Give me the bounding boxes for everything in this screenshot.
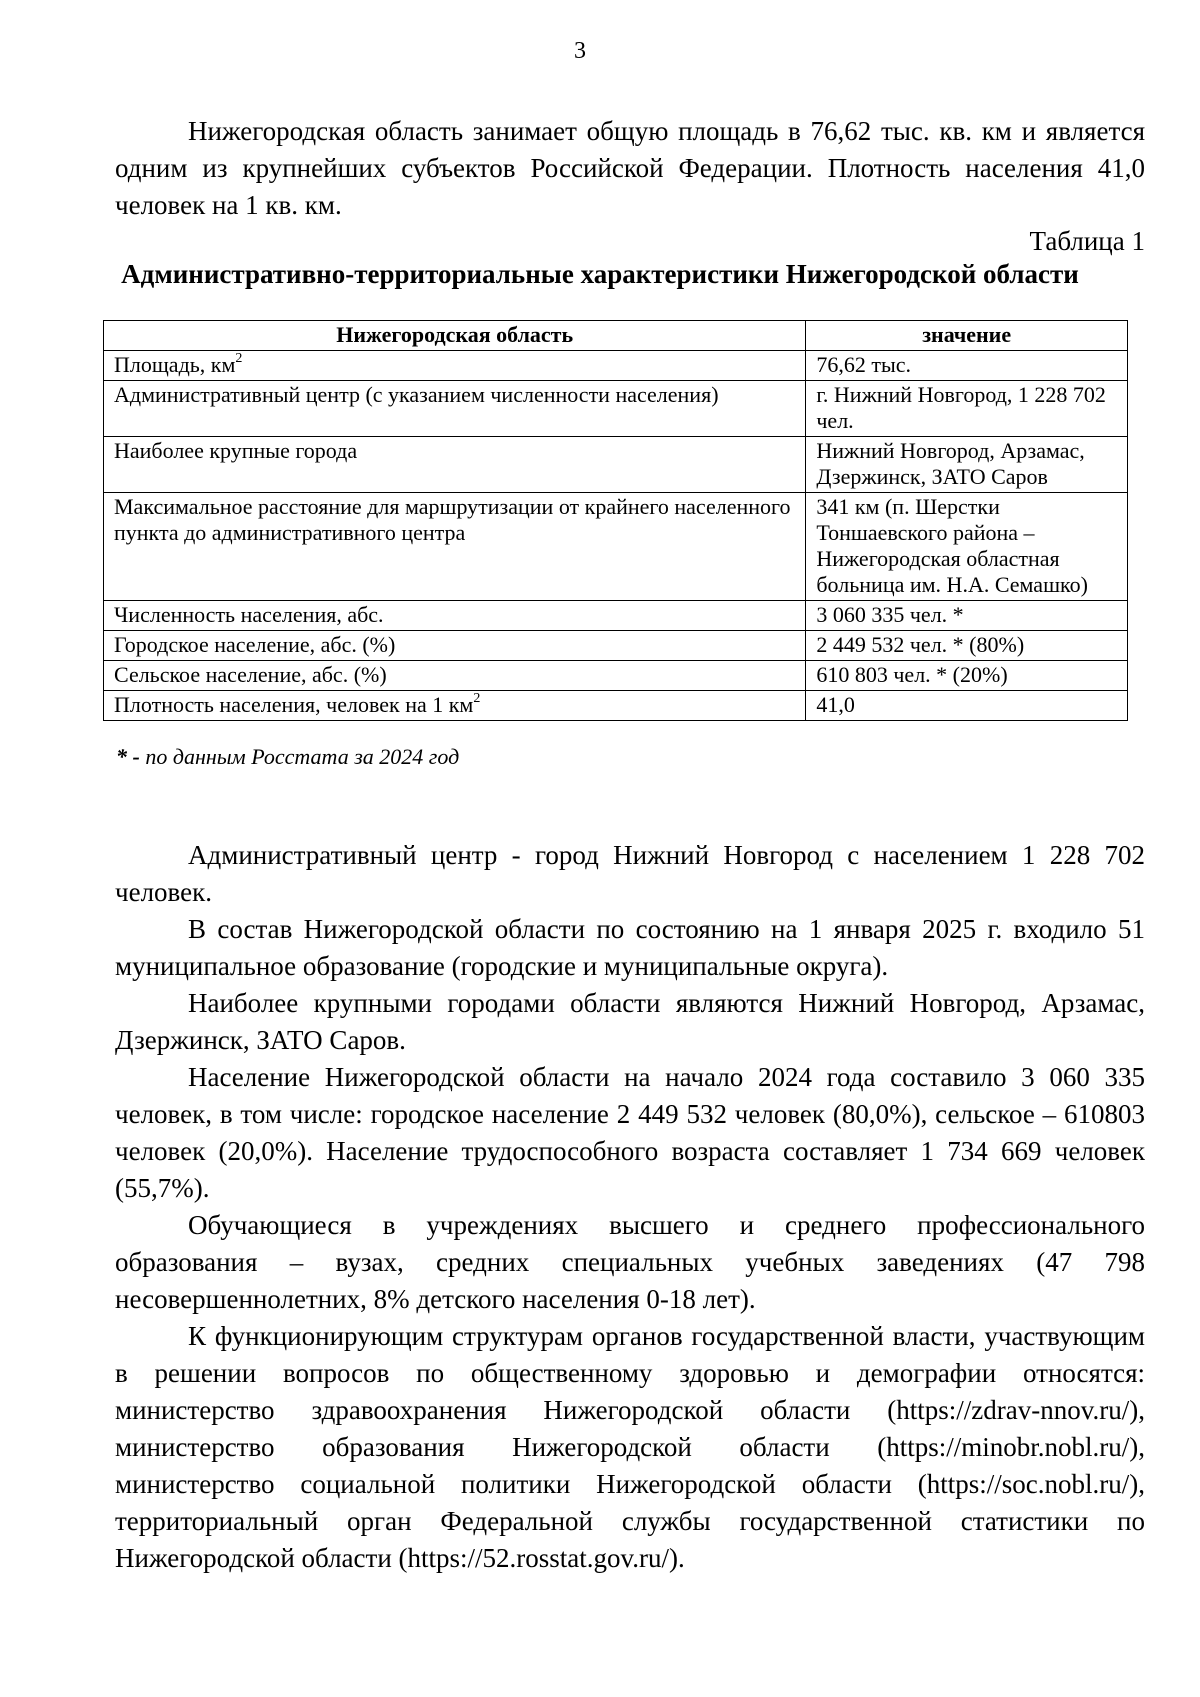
table-cell-value: г. Нижний Новгород, 1 228 702 чел. [806,381,1128,437]
table-row [104,493,1128,601]
intro-paragraph: Нижегородская область занимает общую площадь в 76,62 тыс. кв. км и является одним из крупнейших субъектов Российской Федерации. Плотность населения 41,0 человек на 1 кв. км. [115,116,1145,220]
paragraph: Население Нижегородской области на начало 2024 года составило 3 060 335 человек, в том числе: городское население 2 449 532 человек (80,0%), сельское – 610803 человек (20,0%). Население трудоспособного возраста составляет 1 734 669 человек (55,7%). [115,1062,1145,1203]
table-cell-label: Административный центр (с указанием численности населения) [104,381,806,437]
table-row [104,351,1128,381]
table-cell-value: 3 060 335 чел. * [806,601,1128,631]
table-cell-value: 2 449 532 чел. * (80%) [806,631,1128,661]
table-cell-label: Максимальное расстояние для маршрутизации от крайнего населенного пункта до административного центра [104,493,806,601]
table-cell-value: 76,62 тыс. [806,351,1128,381]
intro-paragraph-block [115,113,1145,224]
table-row [104,437,1128,493]
table-caption: Таблица 1 [1029,226,1145,256]
table-cell-label: Численность населения, абс. [104,601,806,631]
table-header-row [104,321,1128,351]
page-number: 3 [574,38,586,64]
body-text [115,837,1145,1577]
table-footnote: * - по данным Росстата за 2024 год [116,744,460,769]
table-row [104,601,1128,631]
table-cell-value: 610 803 чел. * (20%) [806,661,1128,691]
table-row [104,691,1128,721]
table-row [104,631,1128,661]
table-cell-label: Наиболее крупные города [104,437,806,493]
table-cell-value: Нижний Новгород, Арзамас, Дзержинск, ЗАТО Саров [806,437,1128,493]
table-cell-label: Сельское население, абс. (%) [104,661,806,691]
paragraph: Наиболее крупными городами области являются Нижний Новгород, Арзамас, Дзержинск, ЗАТО Саров. [115,988,1145,1055]
table-row [104,661,1128,691]
table-cell-label: Городское население, абс. (%) [104,631,806,661]
table-cell-label: Площадь, $км^2$ [104,351,806,381]
table-header-value: значение [806,321,1128,351]
table-row [104,381,1128,437]
table-header-region: Нижегородская область [104,321,806,351]
table-cell-value: 41,0 [806,691,1128,721]
characteristics-table [103,320,1128,721]
paragraph: К функционирующим структурам органов государственной власти, участвующим в решении вопросов по общественному здоровью и демографии относятся: министерство здравоохранения Нижегородской области (https://zdrav-nnov.ru/), министерство образования Нижегородской области (https://minobr.nobl.ru/), министерство социальной политики Нижегородской области (https://soc.nobl.ru/), территориальный орган Федеральной службы государственной статистики по Нижегородской области (https://52.rosstat.gov.ru/). [115,1321,1145,1573]
table-title: Административно-территориальные характеристики Нижегородской области [121,259,1079,289]
paragraph: Административный центр - город Нижний Новгород с населением 1 228 702 человек. [115,840,1145,907]
table-cell-label: Плотность населения, человек на 1 $км^2$ [104,691,806,721]
paragraph: В состав Нижегородской области по состоянию на 1 января 2025 г. входило 51 муниципальное образование (городские и муниципальные округа). [115,914,1145,981]
table-cell-value: 341 км (п. Шерстки Тоншаевского района – Нижегородская областная больница им. Н.А. Семашко) [806,493,1128,601]
paragraph: Обучающиеся в учреждениях высшего и среднего профессионального образования – вузах, средних специальных учебных заведениях (47 798 несовершеннолетних, 8% детского населения 0-18 лет). [115,1210,1145,1314]
